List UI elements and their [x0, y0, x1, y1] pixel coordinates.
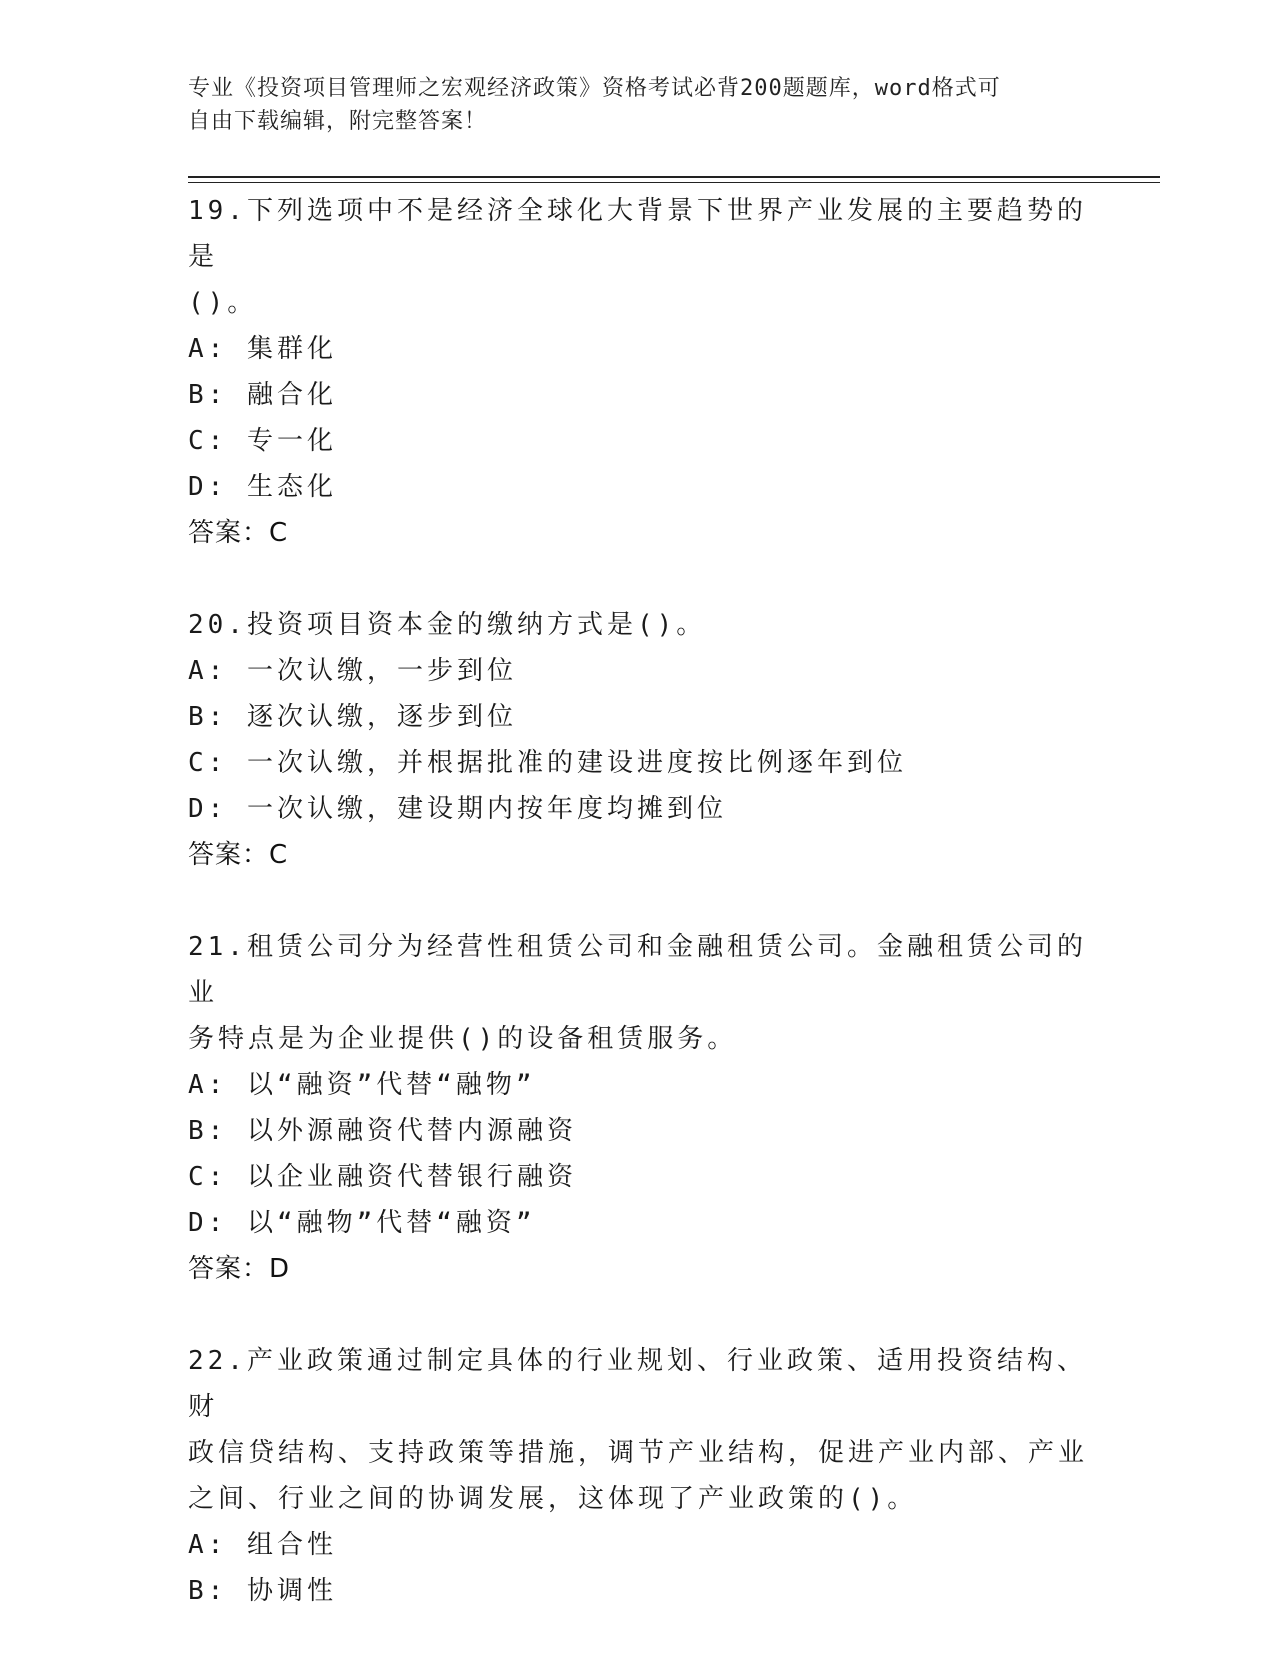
option-d: D: 一次认缴，建设期内按年度均摊到位	[188, 794, 727, 824]
option-c: C: 以企业融资代替银行融资	[188, 1162, 577, 1192]
question-20	[188, 602, 1088, 878]
question-text-line: 22.产业政策通过制定具体的行业规划、行业政策、适用投资结构、财	[188, 1346, 1087, 1422]
question-text-line: 19.下列选项中不是经济全球化大背景下世界产业发展的主要趋势的是	[188, 196, 1087, 272]
question-text	[188, 924, 1088, 1062]
answer: 答案：D	[188, 1254, 291, 1284]
header-divider-thick	[188, 176, 1160, 178]
question-text-line: 务特点是为企业提供()的设备租赁服务。	[188, 1024, 738, 1054]
question-text-line: 政信贷结构、支持政策等措施，调节产业结构，促进产业内部、产业	[188, 1438, 1089, 1468]
question-text	[188, 602, 1088, 648]
question-text-line: ()。	[188, 288, 258, 318]
option-d: D: 以“融物”代替“融资”	[188, 1208, 536, 1238]
answer: 答案：C	[188, 840, 289, 870]
option-a: A: 组合性	[188, 1530, 337, 1560]
header-line-1: 专业《投资项目管理师之宏观经济政策》资格考试必背200题题库，word格式可	[188, 76, 1001, 101]
option-a: A: 集群化	[188, 334, 337, 364]
question-text-line: 之间、行业之间的协调发展，这体现了产业政策的()。	[188, 1484, 918, 1514]
question-text-line: 21.租赁公司分为经营性租赁公司和金融租赁公司。金融租赁公司的业	[188, 932, 1087, 1008]
option-b: B: 融合化	[188, 380, 337, 410]
question-22	[188, 1338, 1088, 1614]
header-divider-thin	[188, 182, 1160, 183]
option-b: B: 以外源融资代替内源融资	[188, 1116, 577, 1146]
header-line-2: 自由下载编辑，附完整答案！	[188, 109, 488, 134]
question-text	[188, 188, 1088, 326]
option-a: A: 一次认缴，一步到位	[188, 656, 517, 686]
answer: 答案：C	[188, 518, 289, 548]
question-text	[188, 1338, 1088, 1522]
question-19	[188, 188, 1088, 556]
option-b: B: 逐次认缴，逐步到位	[188, 702, 517, 732]
question-text-line: 20.投资项目资本金的缴纳方式是()。	[188, 610, 707, 640]
document-header	[188, 72, 1068, 138]
option-a: A: 以“融资”代替“融物”	[188, 1070, 536, 1100]
option-b: B: 协调性	[188, 1576, 337, 1606]
question-21	[188, 924, 1088, 1292]
option-d: D: 生态化	[188, 472, 337, 502]
option-c: C: 一次认缴，并根据批准的建设进度按比例逐年到位	[188, 748, 907, 778]
option-c: C: 专一化	[188, 426, 337, 456]
question-list	[188, 188, 1088, 1660]
